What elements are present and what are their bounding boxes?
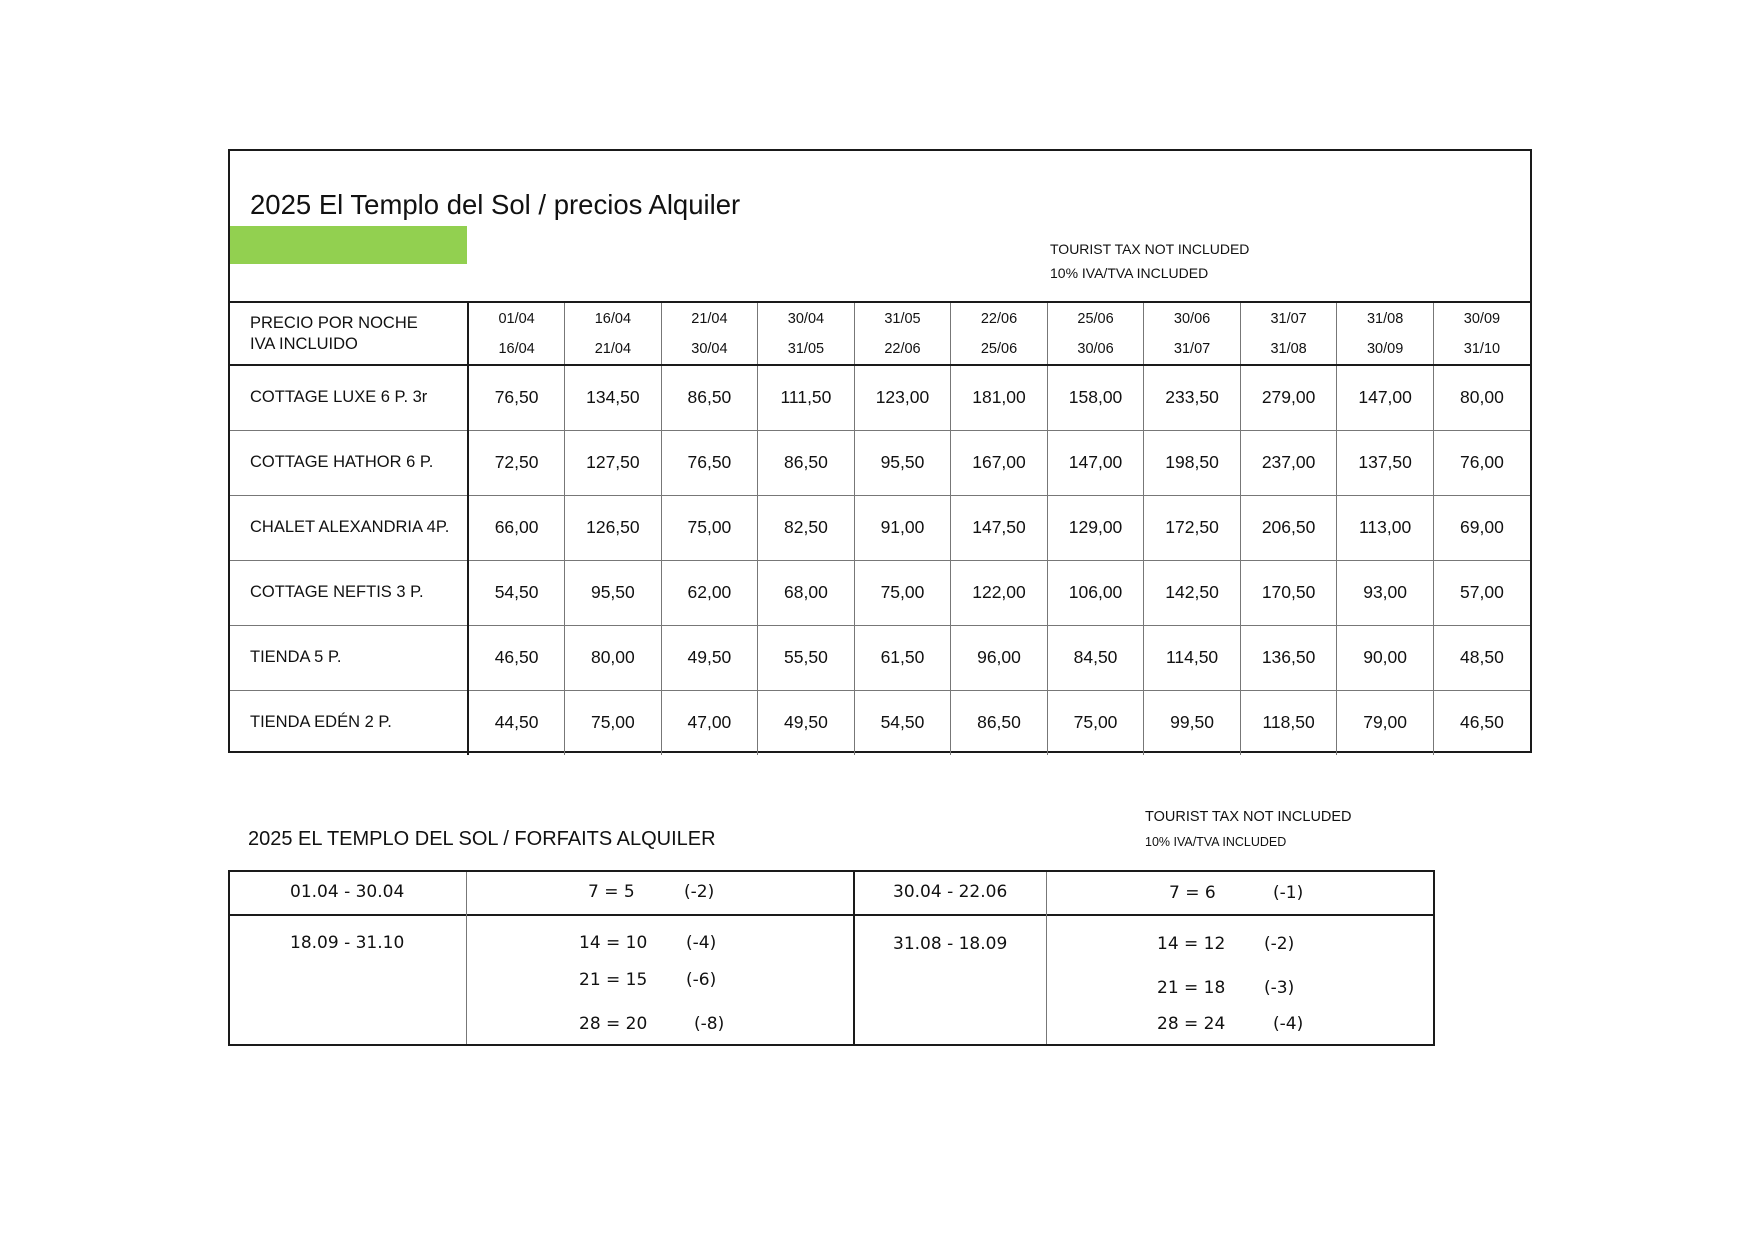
price-cell: 122,00 [951, 560, 1048, 625]
price-cell: 118,50 [1240, 690, 1337, 755]
price-cell: 142,50 [1144, 560, 1241, 625]
price-cell: 127,50 [565, 430, 662, 495]
period-to: 31/10 [1463, 340, 1501, 357]
price-cell: 84,50 [1047, 625, 1144, 690]
stay-rule: 21 = 18 [1157, 978, 1226, 998]
price-table-panel [228, 149, 1532, 753]
forfaits-right-periods [853, 872, 1048, 1044]
accent-bar [230, 226, 467, 264]
price-cell: 57,00 [1433, 560, 1530, 625]
price-cell: 46,50 [468, 625, 565, 690]
price-cell: 96,00 [951, 625, 1048, 690]
stay-rule: 14 = 12 [1157, 934, 1226, 954]
forfaits-title: 2025 EL TEMPLO DEL SOL / FORFAITS ALQUILER [248, 828, 716, 850]
price-cell: 167,00 [951, 430, 1048, 495]
price-cell: 134,50 [565, 365, 662, 430]
tourist-tax-note: TOURIST TAX NOT INCLUDED [1050, 241, 1250, 257]
price-table [230, 301, 1530, 755]
price-cell: 129,00 [1047, 495, 1144, 560]
price-cell: 54,50 [854, 690, 951, 755]
price-cell: 82,50 [758, 495, 855, 560]
period-header [854, 302, 951, 365]
price-cell: 75,00 [854, 560, 951, 625]
period-header [1047, 302, 1144, 365]
price-cell: 86,50 [951, 690, 1048, 755]
period-header [1144, 302, 1241, 365]
period-from: 01/04 [498, 310, 535, 327]
forfaits-left-periods [230, 872, 466, 1044]
period-range: 31.08 - 18.09 [893, 934, 1008, 954]
stay-discount: (-8) [694, 1014, 725, 1034]
table-row [230, 625, 1530, 690]
period-header [661, 302, 758, 365]
period-header [1433, 302, 1530, 365]
price-cell: 47,00 [661, 690, 758, 755]
stay-discount: (-6) [686, 970, 717, 990]
price-cell: 279,00 [1240, 365, 1337, 430]
price-cell: 54,50 [468, 560, 565, 625]
stay-rule: 28 = 24 [1157, 1014, 1226, 1034]
price-cell: 147,00 [1337, 365, 1434, 430]
price-cell: 76,50 [661, 430, 758, 495]
price-cell: 147,50 [951, 495, 1048, 560]
period-range: 30.04 - 22.06 [893, 882, 1008, 902]
period-from: 22/06 [980, 310, 1018, 327]
stay-discount: (-2) [1264, 934, 1295, 954]
period-header [758, 302, 855, 365]
price-per-night-header [230, 302, 468, 365]
accommodation-name: TIENDA 5 P. [230, 625, 468, 690]
price-cell: 79,00 [1337, 690, 1434, 755]
stay-rule: 7 = 6 [1169, 883, 1216, 903]
stay-discount: (-4) [1273, 1014, 1304, 1034]
price-cell: 233,50 [1144, 365, 1241, 430]
stay-rule: 14 = 10 [579, 933, 648, 953]
price-table-title: 2025 El Templo del Sol / precios Alquiler [250, 189, 741, 220]
forfaits-iva-note: 10% IVA/TVA INCLUDED [1145, 835, 1287, 849]
forfaits-tourist-tax-note: TOURIST TAX NOT INCLUDED [1145, 809, 1352, 825]
period-header [1337, 302, 1434, 365]
price-cell: 80,00 [565, 625, 662, 690]
accommodation-name: TIENDA EDÉN 2 P. [230, 690, 468, 755]
period-to: 30/09 [1366, 340, 1404, 357]
price-cell: 66,00 [468, 495, 565, 560]
price-table-header-row [230, 302, 1530, 365]
price-cell: 61,50 [854, 625, 951, 690]
period-to: 30/06 [1077, 340, 1114, 357]
period-from: 31/05 [884, 310, 921, 327]
iva-included-label: IVA INCLUIDO [250, 334, 358, 353]
price-cell: 49,50 [661, 625, 758, 690]
price-cell: 123,00 [854, 365, 951, 430]
price-cell: 80,00 [1433, 365, 1530, 430]
stay-rule: 21 = 15 [579, 970, 648, 990]
period-from: 25/06 [1077, 310, 1114, 327]
price-cell: 95,50 [854, 430, 951, 495]
period-header [951, 302, 1048, 365]
price-cell: 76,00 [1433, 430, 1530, 495]
price-cell: 75,00 [661, 495, 758, 560]
period-from: 30/09 [1463, 310, 1501, 327]
price-cell: 86,50 [661, 365, 758, 430]
period-header [1240, 302, 1337, 365]
price-cell: 147,00 [1047, 430, 1144, 495]
price-cell: 75,00 [1047, 690, 1144, 755]
price-cell: 48,50 [1433, 625, 1530, 690]
period-to: 30/04 [691, 340, 728, 357]
stay-rule: 28 = 20 [579, 1014, 648, 1034]
price-cell: 106,00 [1047, 560, 1144, 625]
period-header [468, 302, 565, 365]
price-cell: 62,00 [661, 560, 758, 625]
price-cell: 99,50 [1144, 690, 1241, 755]
price-cell: 69,00 [1433, 495, 1530, 560]
price-cell: 44,50 [468, 690, 565, 755]
price-cell: 55,50 [758, 625, 855, 690]
table-row [230, 495, 1530, 560]
stay-discount: (-4) [686, 933, 717, 953]
price-cell: 72,50 [468, 430, 565, 495]
price-cell: 136,50 [1240, 625, 1337, 690]
iva-note: 10% IVA/TVA INCLUDED [1050, 265, 1209, 281]
table-row [230, 365, 1530, 430]
price-cell: 172,50 [1144, 495, 1241, 560]
period-range: 01.04 - 30.04 [290, 882, 405, 902]
price-cell: 46,50 [1433, 690, 1530, 755]
price-cell: 95,50 [565, 560, 662, 625]
period-from: 16/04 [594, 310, 632, 327]
stay-rule: 7 = 5 [588, 882, 635, 902]
price-cell: 206,50 [1240, 495, 1337, 560]
price-cell: 86,50 [758, 430, 855, 495]
stay-discount: (-1) [1273, 883, 1304, 903]
price-cell: 170,50 [1240, 560, 1337, 625]
period-from: 30/06 [1173, 310, 1211, 327]
period-from: 31/07 [1270, 310, 1307, 327]
period-to: 21/04 [594, 340, 632, 357]
period-to: 31/07 [1173, 340, 1211, 357]
table-row [230, 690, 1530, 755]
price-cell: 68,00 [758, 560, 855, 625]
price-cell: 237,00 [1240, 430, 1337, 495]
period-from: 21/04 [691, 310, 728, 327]
period-to: 16/04 [498, 340, 535, 357]
accommodation-name: COTTAGE HATHOR 6 P. [230, 430, 468, 495]
period-header [565, 302, 662, 365]
period-from: 30/04 [787, 310, 825, 327]
accommodation-name: CHALET ALEXANDRIA 4P. [230, 495, 468, 560]
price-cell: 90,00 [1337, 625, 1434, 690]
price-cell: 198,50 [1144, 430, 1241, 495]
price-cell: 49,50 [758, 690, 855, 755]
price-cell: 181,00 [951, 365, 1048, 430]
table-row [230, 430, 1530, 495]
table-row [230, 560, 1530, 625]
accommodation-name: COTTAGE LUXE 6 P. 3r [230, 365, 468, 430]
period-from: 31/08 [1366, 310, 1404, 327]
period-range: 18.09 - 31.10 [290, 933, 405, 953]
price-cell: 158,00 [1047, 365, 1144, 430]
price-cell: 126,50 [565, 495, 662, 560]
price-cell: 111,50 [758, 365, 855, 430]
accommodation-name: COTTAGE NEFTIS 3 P. [230, 560, 468, 625]
price-cell: 75,00 [565, 690, 662, 755]
forfaits-left-rules [466, 872, 854, 1044]
period-to: 31/08 [1270, 340, 1307, 357]
stay-discount: (-3) [1264, 978, 1295, 998]
price-cell: 137,50 [1337, 430, 1434, 495]
price-cell: 114,50 [1144, 625, 1241, 690]
period-to: 31/05 [787, 340, 825, 357]
stay-discount: (-2) [684, 882, 715, 902]
price-cell: 93,00 [1337, 560, 1434, 625]
period-to: 25/06 [980, 340, 1018, 357]
price-cell: 76,50 [468, 365, 565, 430]
forfaits-table [228, 870, 1435, 1046]
forfaits-right-rules [1046, 872, 1434, 1044]
price-cell: 91,00 [854, 495, 951, 560]
period-to: 22/06 [884, 340, 921, 357]
price-cell: 113,00 [1337, 495, 1434, 560]
price-per-night-label: PRECIO POR NOCHE [250, 313, 418, 332]
